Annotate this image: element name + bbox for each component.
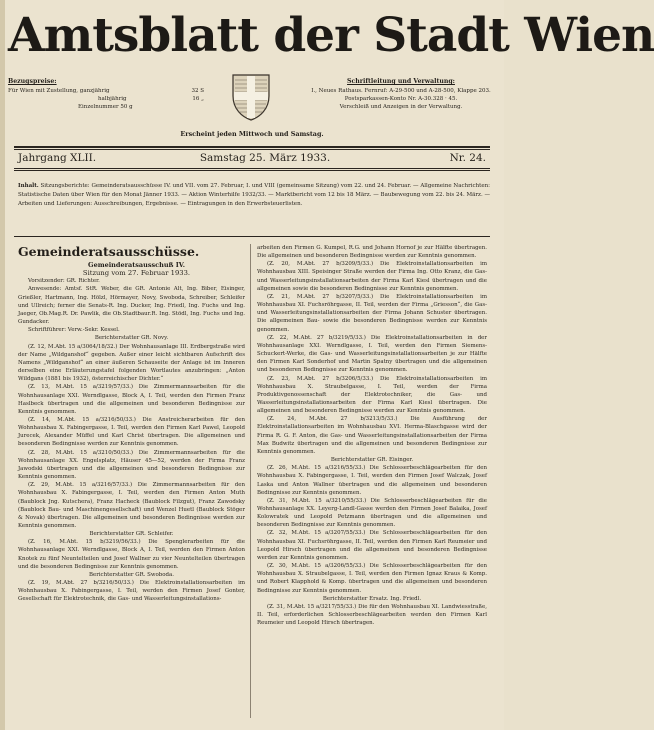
paragraph: (Z. 31, M.Abt. 15 a/3217/55/33.) Die für den Wohnhausbau XI. Landwiesstraße, II. Teil, erforderlichen Schlosserbeschlägearbeiten werden den Firmen Karl Reumeier und Leopold Hirsch übertragen.	[257, 603, 487, 627]
paragraph: (Z. 23, M.Abt. 27 b/3206/5/33.) Die Elektroinstallationsarbeiten im Wohnhausbau X. Straubelgasse, I. Teil, werden der Firma Produktivgenossenschaft der Elektrotechniker, die Gas- und Wasserleitungsinstallationsarbeiten der Firma Karl Kiesl übertragen. Die allgemeinen und besonderen Bedingnisse werden zur Kenntnis genommen.	[257, 375, 487, 415]
paragraph: (Z. 20, M.Abt. 27 b/3209/5/33.) Die Elektroinstallationsarbeiten im Wohnhausbau XIII. Speisinger Straße werden der Firma Ing. Otto Kranz, die Gas- und Wasserleitungsinstallationsarbeiten der Firma Karl Kiesl übertragen und die allgemeinen sowie die besonderen Bedingnisse zur Kenntnis genommen.	[257, 261, 487, 292]
paragraph: arbeiten den Firmen G. Kumpel, R.G. und Johann Hornof je zur Hälfte übertragen. Die allgemeinen und besonderen Bedingnisse werden zur Kenntnis genommen.	[257, 245, 487, 260]
chair-line: Vorsitzender: GR. Richter.	[28, 278, 100, 285]
paragraph: (Z. 16, M.Abt. 15 b/3219/56/33.) Die Spenglerarbeiten für die Wohnhausanlage XXI. Werndlgasse, Block A, I. Teil, werden den Firmen Anton Knotek zu fünf Neuntelteilen und Josef Wallner zu vier Neuntelteilen übertragen und die besonderen Bedingnisse zur Kenntnis genommen.	[18, 539, 245, 570]
dateline-rule	[14, 170, 490, 172]
left-column	[18, 244, 245, 604]
prices-heading: Bezugspreise:	[8, 78, 57, 85]
paragraph: (Z. 29, M.Abt. 15 a/3216/57/33.) Die Zimmermannsarbeiten für den Wohnhausbau X. Fabingergasse, I. Teil, werden den Firmen Anton Muth (Baublock Jng. Kutschera), Franz Hacheck (Baublock Filzgut), Franz Zawodsky (Baublock Bau- und Maschinengesellschaft) und Wenzel Huetl (Baublock Stöger & Novak) übertragen. Die allgemeinen und besonderen Bedingnisse werden zur Kenntnis genommen.	[18, 482, 245, 529]
rapporteur-heading: Berichterstatter GR. Novy.	[94, 335, 169, 342]
paragraph: (Z. 31, M.Abt. 15 a/3210/55/33.) Die Schlosserbeschlägearbeiten für die Wohnhausanlage XX. Leyerg-Landl-Gasse werden den Firmen Josef Balaika, Josef Kolowratek und Leopold Petzmann übertragen und die allgemeinen und besonderen Bedingnisse zur Kenntnis genommen.	[257, 497, 487, 529]
admin-line: Verschleiß und Anzeigen in der Verwaltung.	[339, 104, 463, 110]
admin-heading: Schriftleitung und Verwaltung:	[347, 78, 455, 85]
paragraph: (Z. 30, M.Abt. 15 a/3206/55/33.) Die Schlosserbeschlägearbeiten für den Wohnhausbau X. Straubelgasse, I. Teil, werden den Firmen Ignaz Kraus & Komp. und Robert Klapphold & Komp. übertragen und die allgemeinen und besonderen Bedingnisse zur Kenntnis genommen.	[257, 563, 487, 594]
price-line: Einzelnummer 50 g	[78, 104, 133, 110]
paragraph: (Z. 32, M.Abt. 15 a/3207/55/33.) Die Schlosserbeschlägearbeiten für den Wohnhausbau XI. Fuchsröhrgasse, II. Teil, werden den Firmen Karl Reumeier und Leopold Hirsch übertragen und die allgemeinen und besonderen Bedingnisse werden zur Kenntnis genommen.	[257, 530, 487, 561]
paragraph: (Z. 22, M.Abt. 27 b/3219/5/33.) Die Elektroinstallationsarbeiten in der Wohnhausanlage XXI. Werndlgasse, I. Teil, werden den Firmen Siemens-Schuckert-Werke, die Gas- und Wasserleitungsinstallationsarbeiten je zur Hälfte den Firmen Karl Sonderhof und Martin Spatny übertragen und die allgemeinen und besonderen Bedingnisse zur Kenntnis genommen.	[257, 334, 487, 374]
price-line: Für Wien mit Zustellung, ganzjährig 32 S	[8, 88, 204, 94]
paragraph: (Z. 19, M.Abt. 27 b/3216/50/33.) Die Elektroinstallationsarbeiten im Wohnhausbau X. Fabingergasse, I. Teil, werden den Firmen Josef Gonter, Gesellschaft für Elektrotechnik, die Gas- und Wasserleitungsinstallations-	[18, 580, 245, 603]
paragraph: (Z. 14, M.Abt. 15 a/3216/50/33.) Die Anstreicherarbeiten für den Wohnhausbau X. Fabingergasse, I. Teil, werden den Firmen Karl Pawel, Leopold Jurecek, Alexander Müffel und Karl Christ übertragen. Die allgemeinen und besonderen Bedingnisse werden zur Kenntnis genommen.	[18, 416, 245, 448]
dateline-rule-thin	[14, 168, 490, 169]
vienna-crest-icon	[229, 72, 273, 122]
subscription-prices	[8, 78, 204, 111]
clerk-line: Schriftführer: Verw.-Sekr. Kessel.	[28, 327, 120, 334]
paragraph: (Z. 12, M.Abt. 15 a/3064/18/32.) Der Wohnhausanlage III. Erdbergstraße wird der Name „Wildganshof“ gegeben. Außer einer leicht sichtbaren Aufschrift des Namens „Wildganshof“ an einer äußeren Schauseite der Anlage ist im Inneren derselben eine Erläuterungstafel folgenden Wortlautes anzubringen: „Anton Wildgans (1881 bis 1932), österreichischer Dichter.“	[18, 343, 245, 383]
price-line: halbjährig 16 „	[98, 96, 204, 102]
publication-schedule: Erscheint jeden Mittwoch und Samstag.	[180, 130, 324, 138]
paragraph: (Z. 28, M.Abt. 15 a/3210/50/33.) Die Zimmermannsarbeiten für die Wohnhausanlage XX. Engelsplatz, Häuser 45—52, werden der Firma Franz Jawodski übertragen und die allgemeinen und besonderen Bedingnisse zur Kenntnis genommen.	[18, 449, 245, 481]
paragraph: (Z. 26, M.Abt. 15 a/3216/55/33.) Die Schlosserbeschlägearbeiten für den Wohnhausbau X. Fabingergasse, I. Teil, werden den Firmen Josef Walczak, Josef Laska und Anton Wallner übertragen und die allgemeinen und besonderen Bedingnisse zur Kenntnis genommen.	[257, 465, 487, 496]
editorial-administration	[308, 78, 494, 111]
top-double-rule	[14, 146, 490, 148]
issue-date: Samstag 25. März 1933.	[199, 152, 331, 164]
contents-label: Inhalt.	[18, 183, 39, 189]
table-of-contents	[18, 182, 490, 209]
contents-text: Sitzungsberichte: Gemeinderatsausschüsse IV. und VII. vom 27. Februar, I. und VIII (gemeinsame Sitzung) vom 22. und 24. Februar. — Allgemeine Nachrichten: Statistische Daten über Wien für den Monat Jänner 1933. — Aktion Winterhilfe 1932/33. — Marktbericht vom 12 bis 18 März. — Baubewegung vom 22. bis 24. März. — Arbeiten und Lieferungen: Ausschreibungen, Ergebnisse. — Eintragungen in den Erwerbsteuerlisten.	[18, 183, 490, 207]
masthead-title: Amtsblatt der Stadt Wien	[8, 8, 654, 63]
committee-heading: Gemeinderatsausschuß IV.	[88, 261, 185, 269]
right-column	[257, 244, 487, 627]
rapporteur-heading: Berichterstatter Ersatz. Ing. Friedl.	[322, 595, 422, 602]
column-separator	[250, 244, 251, 718]
dateline	[14, 150, 490, 166]
top-double-rule-thin	[14, 149, 490, 150]
rapporteur-heading: Berichterstatter GR. Schleifer.	[89, 531, 174, 538]
paragraph: (Z. 13, M.Abt. 15 a/3219/57/33.) Die Zimmermannsarbeiten für die Wohnhausanlage XXI. Werndlgasse, Block A, I. Teil, werden den Firmen Franz Haslbeck übertragen und die allgemeinen und besonderen Bedingnisse zur Kenntnis genommen.	[18, 384, 245, 415]
contents-rule	[14, 236, 490, 237]
paragraph: (Z. 24, M.Abt. 27 b/3213/5/33.) Die Ausführung der Elektroinstallationsarbeiten im Wohnhausbau XVI. Herma-Blaschgasse wird der Firma R. G. F. Anton, die Gas- und Wasserleitungsinstallationsarbeiten der Firma Max Budwitz übertragen und die allgemeinen und besonderen Bedingnisse zur Kenntnis genommen.	[257, 416, 487, 455]
section-title: Gemeinderatsausschüsse.	[18, 244, 200, 259]
session-date: Sitzung vom 27. Februar 1933.	[82, 269, 191, 278]
paragraph: (Z. 21, M.Abt. 27 b/3207/5/33.) Die Elektroinstallationsarbeiten im Wohnhausbau XI. Fuchsröhrgasse, II. Teil, werden der Firma „Griesson“, die Gas- und Wasserleitungsinstallationsarbeiten der Firma Johann Schuster übertragen. Die allgemeinen Bau- sowie die besonderen Bedingnisse werden zur Kenntnis genommen.	[257, 293, 487, 333]
attendance-paragraph: Anwesende: Amtsf. StR. Weber, die GR. Antonie Alt, Ing. Biber, Eisinger, Grießler, Hartmann, Ing. Hölzl, Hörmayer, Novy, Swoboda, Schreiber, Schleifer und Ullreich; ferner die Senats-R. Ing. Ducker, Ing. Friedl, Ing. Fuchs und Ing. Jaeger, Ob.Mag.R. Dr. Pawlik, die Ob.Stadtbaur.R. Ing. Stödl, Ing. Fuchs und Ing. Gundacker.	[18, 286, 245, 326]
admin-line: Postsparkassen-Konto Nr. A-30.328 · 45.	[344, 96, 458, 102]
page-edge-stain	[0, 0, 5, 730]
volume-year: Jahrgang XLII.	[18, 152, 97, 164]
issue-number: Nr. 24.	[449, 152, 486, 164]
rapporteur-heading: Berichterstatter GR. Swoboda.	[89, 571, 174, 578]
admin-line: I., Neues Rathaus. Fernruf: A-29-500 und A-28-500, Klappe 203.	[311, 88, 491, 94]
rapporteur-heading: Berichterstatter GR. Eisinger.	[330, 457, 414, 464]
